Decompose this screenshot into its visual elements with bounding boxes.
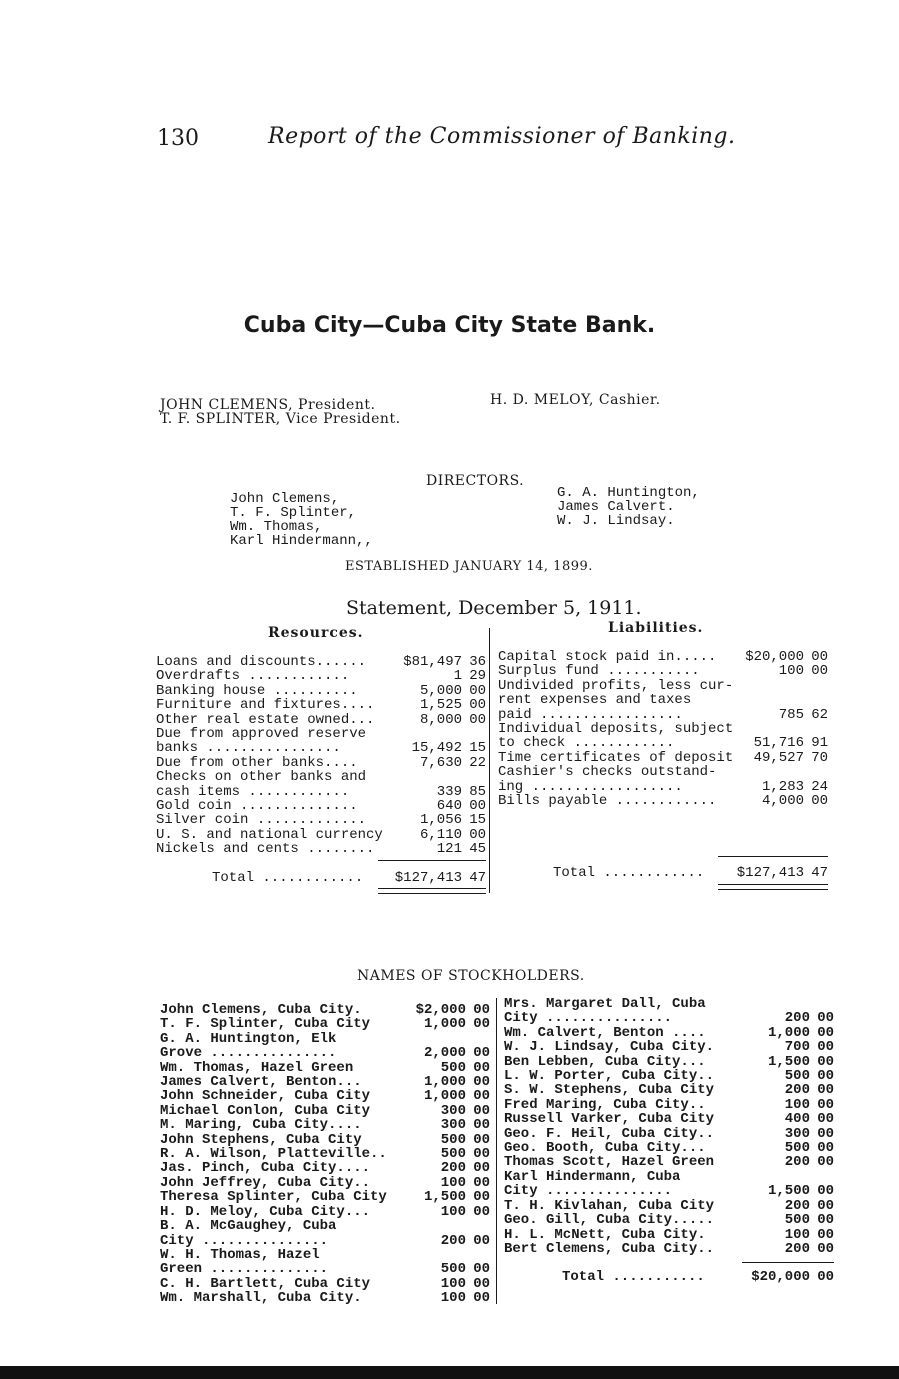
row-cents: 00	[817, 1154, 834, 1171]
row-dollars: 1,500	[767, 1183, 810, 1200]
row-dollars: 51,716	[753, 735, 804, 752]
table-row	[160, 1046, 490, 1060]
row-dollars: $81,497	[403, 654, 462, 670]
table-row	[504, 1069, 834, 1083]
table-row	[504, 1026, 834, 1040]
row-label: Silver coin .............	[156, 813, 367, 828]
row-cents: 00	[817, 1024, 834, 1041]
row-cents: 22	[469, 754, 486, 771]
row-cents: 00	[473, 1232, 490, 1249]
row-label: John Jeffrey, Cuba City..	[160, 1175, 371, 1191]
table-row	[160, 1248, 490, 1262]
row-dollars: 121	[436, 841, 462, 858]
row-dollars: 1,000	[423, 1016, 466, 1033]
table-row	[504, 1184, 834, 1198]
table-row	[156, 813, 486, 827]
row-label: John Clemens, Cuba City.	[160, 1003, 362, 1018]
row-dollars: 100	[440, 1275, 466, 1292]
row-cents: 00	[817, 1240, 834, 1257]
row-label: John Stephens, Cuba City	[160, 1132, 362, 1148]
row-cents: 00	[817, 1082, 834, 1099]
table-row	[504, 1242, 834, 1256]
row-cents: 00	[811, 663, 828, 680]
row-dollars: 4,000	[761, 793, 804, 810]
table-row	[160, 1017, 490, 1031]
row-label: H. D. Meloy, Cuba City...	[160, 1204, 371, 1220]
table-row	[156, 684, 486, 698]
row-cents: 15	[469, 740, 486, 757]
row-label: Wm. Thomas, Hazel Green	[160, 1060, 354, 1076]
table-row	[504, 1011, 834, 1025]
table-row	[504, 1213, 834, 1227]
statement-divider	[489, 628, 490, 893]
table-row	[160, 1147, 490, 1161]
running-title: Report of the Commissioner of Banking.	[268, 124, 736, 149]
liabilities-double-rule	[718, 884, 828, 890]
row-label: Mrs. Margaret Dall, Cuba	[504, 997, 706, 1012]
stockholders-right-list	[504, 997, 834, 1256]
table-row	[498, 751, 828, 765]
row-cents: 00	[473, 1016, 490, 1033]
row-dollars: 1,056	[419, 812, 462, 829]
table-row	[498, 650, 828, 664]
row-label: Geo. Gill, Cuba City.....	[504, 1213, 715, 1228]
row-label: L. W. Porter, Cuba City..	[504, 1069, 715, 1084]
table-row	[160, 1075, 490, 1089]
row-cents: 15	[469, 812, 486, 829]
table-row	[498, 736, 828, 750]
row-label: S. W. Stephens, Cuba City	[504, 1083, 715, 1098]
row-dollars: 15,492	[411, 740, 462, 757]
table-row	[504, 1083, 834, 1097]
table-row	[160, 1176, 490, 1190]
table-row	[504, 1098, 834, 1112]
table-row	[160, 1205, 490, 1219]
total-cents: 00	[817, 1269, 834, 1285]
liabilities-table	[498, 650, 828, 808]
table-row	[504, 1155, 834, 1169]
resources-table	[156, 655, 486, 857]
resources-double-rule	[378, 888, 486, 894]
row-label: U. S. and national currency	[156, 827, 383, 843]
row-dollars: 7,630	[419, 754, 462, 771]
row-dollars: 1,283	[761, 778, 804, 795]
row-dollars: 500	[784, 1212, 810, 1229]
total-dollars: $127,413	[394, 870, 462, 886]
row-cents	[804, 679, 828, 693]
total-label: Total ............	[212, 871, 364, 886]
row-label: John Schneider, Cuba City	[160, 1089, 371, 1104]
row-label: cash items ............	[156, 784, 350, 800]
row-cents: 00	[817, 1140, 834, 1157]
table-row	[498, 679, 828, 693]
row-dollars: 785	[778, 706, 804, 723]
row-dollars: 300	[784, 1125, 810, 1142]
table-row	[156, 741, 486, 755]
row-cents: 00	[817, 1010, 834, 1027]
table-row	[504, 1141, 834, 1155]
row-dollars: 2,000	[423, 1045, 466, 1062]
table-row	[156, 756, 486, 770]
total-cents: 47	[811, 865, 828, 881]
row-dollars: 1,525	[419, 697, 462, 714]
row-cents: 00	[817, 1068, 834, 1085]
director-right-3: W. J. Lindsay.	[557, 513, 675, 529]
table-row	[156, 669, 486, 683]
table-row	[498, 708, 828, 722]
row-cents: 00	[817, 1197, 834, 1214]
stockholders-total-row	[562, 1270, 834, 1284]
statement-title: Statement, December 5, 1911.	[346, 597, 642, 619]
table-row	[504, 1170, 834, 1184]
row-dollars: 49,527	[753, 749, 804, 766]
row-dollars: 6,110	[419, 826, 462, 843]
row-dollars: 1,000	[423, 1074, 466, 1091]
row-cents: 00	[469, 711, 486, 728]
row-cents: 00	[469, 682, 486, 699]
row-label: Jas. Pinch, Cuba City....	[160, 1161, 371, 1176]
row-label: Undivided profits, less cur-	[498, 678, 734, 694]
row-cents	[462, 770, 486, 784]
row-dollars: 200	[440, 1160, 466, 1177]
row-dollars: 1,500	[767, 1053, 810, 1070]
row-cents: 45	[469, 841, 486, 858]
row-label: City ...............	[160, 1233, 329, 1248]
row-dollars: 500	[440, 1059, 466, 1076]
row-cents: 00	[473, 1102, 490, 1119]
row-cents	[462, 727, 486, 741]
table-row	[160, 1291, 490, 1305]
page-number: 130	[157, 126, 199, 151]
row-label: Gold coin ..............	[156, 799, 358, 814]
row-dollars: 700	[784, 1039, 810, 1056]
row-cents: 00	[473, 1146, 490, 1163]
row-dollars: 1,500	[423, 1189, 466, 1206]
row-cents: 00	[473, 1131, 490, 1148]
row-label: Russell Varker, Cuba City	[504, 1112, 715, 1127]
row-dollars: 100	[440, 1290, 466, 1307]
row-label: G. A. Huntington, Elk	[160, 1031, 337, 1047]
row-dollars: 100	[784, 1226, 810, 1243]
row-label: B. A. McGaughey, Cuba	[160, 1219, 337, 1234]
row-label: R. A. Wilson, Platteville..	[160, 1147, 387, 1162]
row-dollars: 500	[440, 1146, 466, 1163]
row-label: Michael Conlon, Cuba City	[160, 1103, 371, 1119]
table-row	[156, 770, 486, 784]
table-row	[160, 1089, 490, 1103]
table-row	[160, 1104, 490, 1118]
row-label: C. H. Bartlett, Cuba City	[160, 1276, 371, 1292]
row-label: W. H. Thomas, Hazel	[160, 1247, 320, 1263]
table-row	[504, 1199, 834, 1213]
row-cents: 00	[473, 1002, 490, 1018]
table-row	[156, 655, 486, 669]
row-cents	[804, 722, 828, 736]
row-label: Banking house ..........	[156, 683, 358, 699]
table-row	[160, 1262, 490, 1276]
cashier: H. D. MELOY, Cashier.	[490, 392, 661, 408]
row-dollars: 1,000	[767, 1024, 810, 1041]
row-dollars: 8,000	[419, 711, 462, 728]
row-dollars: $20,000	[745, 649, 804, 665]
row-cents: 00	[817, 1053, 834, 1070]
row-cents: 00	[469, 798, 486, 815]
row-cents: 00	[473, 1174, 490, 1191]
resources-total-rule	[378, 860, 486, 861]
row-cents: 00	[469, 697, 486, 714]
row-dollars: 300	[440, 1117, 466, 1134]
row-cents: 00	[817, 1111, 834, 1128]
director-left-1: John Clemens,	[230, 491, 340, 507]
row-cents: 00	[817, 1212, 834, 1229]
row-label: T. F. Splinter, Cuba City	[160, 1017, 371, 1032]
total-label: Total ............	[553, 866, 705, 881]
row-cents: 00	[473, 1203, 490, 1220]
row-label: W. J. Lindsay, Cuba City.	[504, 1040, 715, 1055]
director-right-2: James Calvert.	[557, 499, 675, 515]
total-cents: 47	[469, 870, 486, 886]
table-row	[504, 1228, 834, 1242]
table-row	[160, 1234, 490, 1248]
row-label: paid .................	[498, 707, 683, 723]
table-row	[504, 1055, 834, 1069]
row-label: Due from approved reserve	[156, 727, 367, 742]
row-cents	[804, 765, 828, 779]
row-label: City ...............	[504, 1011, 673, 1026]
established-line: ESTABLISHED JANUARY 14, 1899.	[345, 559, 593, 574]
table-row	[156, 842, 486, 856]
row-label: Individual deposits, subject	[498, 722, 734, 737]
liabilities-heading: Liabilities.	[608, 620, 704, 636]
row-label: Checks on other banks and	[156, 770, 367, 785]
row-label: Time certificates of deposit	[498, 750, 734, 766]
row-dollars: 500	[784, 1068, 810, 1085]
row-dollars: 200	[784, 1240, 810, 1257]
table-row	[156, 785, 486, 799]
row-cents: 00	[473, 1160, 490, 1177]
table-row	[160, 1061, 490, 1075]
stockholders-heading: NAMES OF STOCKHOLDERS.	[357, 968, 585, 984]
row-dollars: 300	[440, 1102, 466, 1119]
row-cents	[810, 1170, 834, 1184]
table-row	[156, 828, 486, 842]
row-label: Wm. Marshall, Cuba City.	[160, 1291, 362, 1306]
row-dollars: 100	[440, 1174, 466, 1191]
row-label: Ben Lebben, Cuba City...	[504, 1054, 706, 1070]
row-cents: 00	[473, 1290, 490, 1307]
row-cents: 00	[473, 1088, 490, 1105]
row-label: Capital stock paid in.....	[498, 650, 717, 665]
row-cents: 00	[817, 1125, 834, 1142]
row-label: Other real estate owned...	[156, 712, 375, 728]
row-cents: 00	[817, 1039, 834, 1056]
row-cents: 00	[469, 826, 486, 843]
row-label: banks ................	[156, 741, 341, 756]
row-label: Fred Maring, Cuba City..	[504, 1097, 706, 1113]
row-label: ing ..................	[498, 779, 683, 795]
row-dollars: 200	[784, 1154, 810, 1171]
table-row	[498, 693, 828, 707]
row-dollars: 100	[784, 1096, 810, 1113]
row-cents: 91	[811, 735, 828, 752]
stockholders-left-list	[160, 1003, 490, 1306]
total-dollars: $127,413	[736, 865, 804, 881]
row-dollars: 5,000	[419, 682, 462, 699]
row-cents: 00	[817, 1096, 834, 1113]
table-row	[498, 794, 828, 808]
row-label: James Calvert, Benton...	[160, 1075, 362, 1090]
row-dollars: 200	[784, 1197, 810, 1214]
row-cents	[804, 693, 828, 707]
row-dollars: 200	[784, 1010, 810, 1027]
row-label: Karl Hindermann, Cuba	[504, 1169, 681, 1185]
table-row	[160, 1003, 490, 1017]
liabilities-total-row	[553, 866, 828, 880]
table-row	[498, 780, 828, 794]
resources-total-row	[212, 871, 486, 885]
row-cents: 24	[811, 778, 828, 795]
director-left-2: T. F. Splinter,	[230, 505, 357, 521]
row-label: Loans and discounts......	[156, 655, 367, 670]
row-cents: 29	[469, 668, 486, 685]
table-row	[156, 799, 486, 813]
table-row	[160, 1032, 490, 1046]
table-row	[498, 722, 828, 736]
table-row	[498, 664, 828, 678]
row-dollars: 500	[440, 1131, 466, 1148]
row-cents: 00	[811, 793, 828, 810]
row-cents	[466, 1219, 490, 1233]
row-dollars: 500	[784, 1140, 810, 1157]
row-dollars: 200	[784, 1082, 810, 1099]
table-row	[160, 1161, 490, 1175]
row-dollars: 1,000	[423, 1088, 466, 1105]
table-row	[160, 1133, 490, 1147]
row-label: Due from other banks....	[156, 755, 358, 771]
row-label: Geo. Booth, Cuba City...	[504, 1141, 706, 1156]
scan-edge	[0, 1366, 899, 1379]
liabilities-total-rule	[718, 856, 828, 857]
table-row	[160, 1277, 490, 1291]
table-row	[498, 765, 828, 779]
stockholders-total-rule	[742, 1262, 834, 1263]
row-cents	[810, 997, 834, 1011]
row-cents: 62	[811, 706, 828, 723]
row-label: H. L. McNett, Cuba City.	[504, 1227, 706, 1242]
row-cents	[466, 1032, 490, 1046]
stockholders-divider	[496, 998, 497, 1304]
row-label: Green ..............	[160, 1262, 329, 1277]
table-row	[156, 698, 486, 712]
row-dollars: 100	[440, 1203, 466, 1220]
row-cents	[466, 1248, 490, 1262]
row-dollars: 640	[436, 798, 462, 815]
president: JOHN CLEMENS, President.	[160, 397, 376, 413]
resources-heading: Resources.	[268, 625, 364, 641]
row-cents: 36	[469, 654, 486, 670]
row-label: Furniture and fixtures....	[156, 698, 375, 713]
table-row	[504, 997, 834, 1011]
total-label: Total ...........	[562, 1270, 705, 1285]
row-label: Bills payable ............	[498, 794, 717, 809]
row-cents: 00	[473, 1261, 490, 1278]
row-dollars: 100	[778, 663, 804, 680]
row-label: Grove ...............	[160, 1046, 337, 1061]
row-cents: 00	[473, 1117, 490, 1134]
table-row	[504, 1112, 834, 1126]
row-dollars: 339	[436, 783, 462, 800]
row-cents: 00	[473, 1275, 490, 1292]
row-label: to check ............	[498, 736, 675, 751]
row-cents: 00	[473, 1059, 490, 1076]
row-cents: 00	[811, 649, 828, 665]
bank-title: Cuba City—Cuba City State Bank.	[243, 313, 656, 338]
row-label: Bert Clemens, Cuba City..	[504, 1241, 715, 1257]
row-label: M. Maring, Cuba City....	[160, 1118, 362, 1133]
director-right-1: G. A. Huntington,	[557, 485, 700, 501]
table-row	[160, 1118, 490, 1132]
row-dollars: 400	[784, 1111, 810, 1128]
row-label: Thomas Scott, Hazel Green	[504, 1155, 715, 1170]
row-label: Wm. Calvert, Benton ....	[504, 1025, 706, 1041]
row-label: Cashier's checks outstand-	[498, 765, 717, 780]
row-cents: 85	[469, 783, 486, 800]
row-dollars: 1	[453, 668, 462, 685]
row-cents: 00	[817, 1226, 834, 1243]
director-left-3: Wm. Thomas,	[230, 519, 323, 535]
row-cents: 00	[817, 1183, 834, 1200]
row-dollars: 500	[440, 1261, 466, 1278]
director-left-4: Karl Hindermann,,	[230, 533, 373, 549]
table-row	[504, 1127, 834, 1141]
table-row	[160, 1190, 490, 1204]
row-dollars: 200	[440, 1232, 466, 1249]
row-label: T. H. Kivlahan, Cuba City	[504, 1198, 715, 1214]
row-label: Theresa Splinter, Cuba City	[160, 1190, 387, 1205]
table-row	[160, 1219, 490, 1233]
row-label: City ...............	[504, 1184, 673, 1199]
row-label: Nickels and cents ........	[156, 842, 375, 857]
directors-heading: DIRECTORS.	[426, 473, 525, 489]
row-label: rent expenses and taxes	[498, 693, 692, 708]
total-dollars: $20,000	[751, 1269, 810, 1285]
row-cents: 00	[473, 1189, 490, 1206]
vice-president: T. F. SPLINTER, Vice President.	[160, 411, 401, 427]
row-dollars: $2,000	[415, 1002, 466, 1018]
row-cents: 00	[473, 1074, 490, 1091]
table-row	[504, 1040, 834, 1054]
row-cents: 70	[811, 749, 828, 766]
row-label: Overdrafts ............	[156, 669, 350, 684]
table-row	[156, 713, 486, 727]
row-label: Surplus fund ...........	[498, 664, 700, 679]
row-cents: 00	[473, 1045, 490, 1062]
table-row	[156, 727, 486, 741]
row-label: Geo. F. Heil, Cuba City..	[504, 1126, 715, 1142]
